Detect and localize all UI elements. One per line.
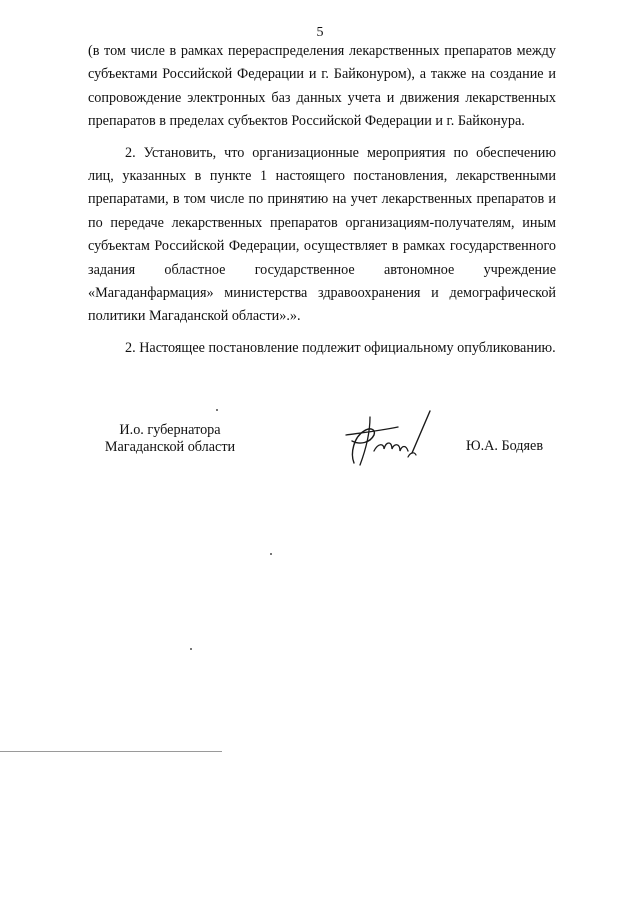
paragraph-item-2-organization: 2. Установить, что организационные мероприятия по обеспечению лиц, указанных в пункте 1 настоящего постановления, лекарственными препаратами, в том числе по принятию на учет лекарственных препаратов и по передаче лекарственных препаратов организациям-получателям, иным субъектам Российской Федерации, осуществляет в рамках государственного задания областное государственное автономное учреждение «Магаданфармация» министерства здравоохранения и демографической политики Магаданской области».».: [88, 144, 556, 325]
scan-speck: [270, 553, 272, 555]
signatory-title: [90, 422, 250, 456]
paragraph-item-2-publication: 2. Настоящее постановление подлежит официальному опубликованию.: [125, 339, 556, 356]
scan-speck: [190, 648, 192, 650]
signatory-title-line-2: Магаданской области: [104, 439, 236, 455]
document-body: [88, 40, 556, 368]
signatory-title-line-1: И.о. губернатора: [119, 422, 221, 438]
scan-line: [0, 751, 222, 752]
handwritten-signature: [340, 405, 440, 475]
paragraph-continuation: (в том числе в рамках перераспределения лекарственных препаратов между субъектами Российской Федерации и г. Байконуром), а также на создание и сопровождение электронных баз данных учета и движения лекарственных препаратов в пределах субъектов Российской Федерации и г. Байконура.: [88, 43, 556, 130]
signatory-name: Ю.А. Бодяев: [466, 438, 544, 454]
page-number: 5: [316, 25, 324, 40]
scan-speck: [216, 409, 218, 411]
